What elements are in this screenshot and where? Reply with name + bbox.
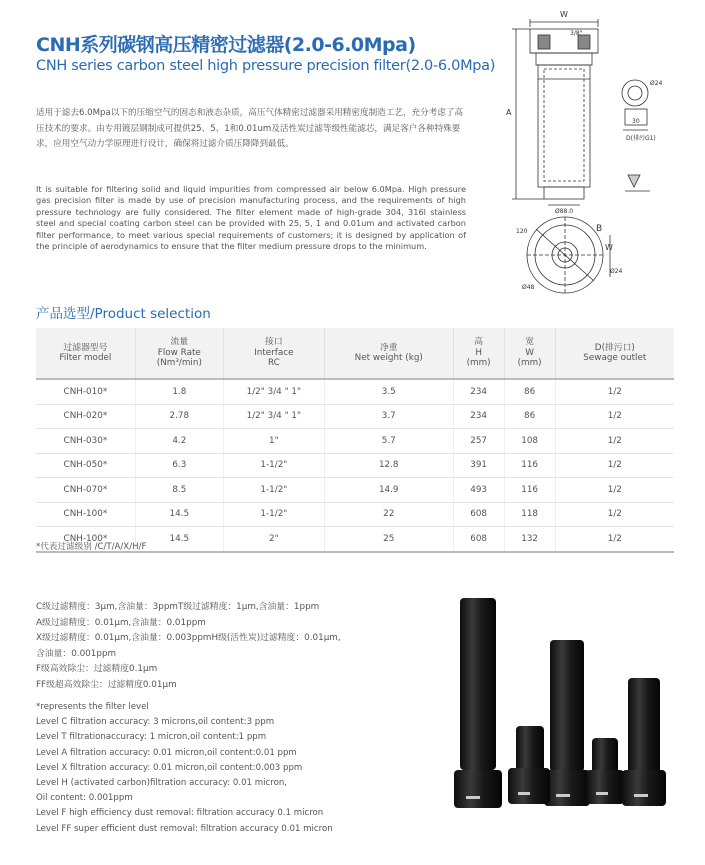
header-height: 高 H (mm) <box>453 328 504 379</box>
table-cell: CNH-050* <box>36 453 135 478</box>
technical-drawing <box>500 5 700 295</box>
level-cn-line: C级过滤精度：3μm,含油量：3ppmT级过滤精度：1μm,含油量：1ppm <box>36 602 320 612</box>
label-d: D(排污G1) <box>626 135 656 142</box>
footnote: *代表过滤级别 /C/T/A/X/H/F <box>36 542 147 552</box>
table-cell: 3.7 <box>324 404 453 429</box>
level-en-line: Level T filtrationaccuracy: 1 micron,oil content:1 ppm <box>36 732 267 743</box>
table-cell: 116 <box>504 478 555 503</box>
label-d24a: Ø24 <box>650 80 663 87</box>
table-row <box>36 478 674 503</box>
level-en-line: Level F high efficiency dust removal: filtration accuracy 0.1 micron <box>36 808 324 819</box>
label-d30: 30 <box>632 118 640 125</box>
table-cell: 1/2 <box>555 478 674 503</box>
table-cell: 391 <box>453 453 504 478</box>
table-cell: 1/2 <box>555 527 674 552</box>
table-cell: 1/2 <box>555 453 674 478</box>
table-cell: CNH-020* <box>36 404 135 429</box>
page-title-en: CNH series carbon steel high pressure precision filter(2.0-6.0Mpa) <box>36 58 496 74</box>
label-a: A <box>506 108 512 117</box>
table-cell: 608 <box>453 527 504 552</box>
table-cell: CNH-100* <box>36 527 135 552</box>
table-cell: 1-1/2" <box>223 453 324 478</box>
header-outlet: D(排污口) Sewage outlet <box>555 328 674 379</box>
table-cell: 1-1/2" <box>223 478 324 503</box>
table-cell: 3.5 <box>324 379 453 404</box>
table-cell: CNH-030* <box>36 429 135 454</box>
level-en-line: Level C filtration accuracy: 3 microns,oil content:3 ppm <box>36 717 275 728</box>
table-row <box>36 379 674 404</box>
level-en-line: Level H (activated carbon)filtration accuracy: 0.01 micron, <box>36 778 288 789</box>
table-row <box>36 404 674 429</box>
filter-cnh-tall <box>454 598 502 808</box>
table-cell: 1.8 <box>135 379 223 404</box>
table-cell: 493 <box>453 478 504 503</box>
table-cell: 1/2 <box>555 502 674 527</box>
table-row <box>36 502 674 527</box>
table-cell: 14.9 <box>324 478 453 503</box>
level-cn-line: X级过滤精度：0.01μm,含油量：0.003ppmH级(活性炭)过滤精度：0.01μm, <box>36 633 341 644</box>
label-w: W <box>560 10 568 19</box>
product-selection-table <box>36 328 674 553</box>
section-title: 产品选型/Product selection <box>36 306 211 322</box>
table-cell: 1/2 <box>555 429 674 454</box>
intro-text-en: It is suitable for filtering solid and liquid impurities from compressed air below 6.0Mpa. High pressure gas precision filter is made by use of precision manufacturing process, and the requirements of high pressure technology are fully considered. The filter element made of high-grade 304, 316l stainless steel and special coating carbon steel can be provided with 25, 5, 1 and 0.01um and activated carbon filter performance, to meet various special requirements of customers; it is designed by application of the principle of aerodynamics to ensure that the filter medium pressure drops to the minimum. <box>36 184 466 252</box>
label-w2: W <box>605 243 613 252</box>
intro-text-cn: 适用于滤去6.0Mpa以下的压缩空气的固态和液态杂质，高压气体精密过滤器采用精密度制造工艺，充分考虑了高压技术的要求。由专用镀层钢制成可提供25、5、1和0.01um及活性炭过滤等级性能滤芯，满足客户各种特殊要求，应用空气动力学原理进行设计，确保将过滤介质压降降到最低。 <box>36 108 464 149</box>
level-cn-line: 含油量：0.001ppm <box>36 648 117 659</box>
table-cell: 118 <box>504 502 555 527</box>
filter-cnh-short <box>508 726 550 804</box>
table-cell: 12.8 <box>324 453 453 478</box>
table-cell: CNH-070* <box>36 478 135 503</box>
level-en-line: *represents the filter level <box>36 702 149 712</box>
table-cell: 1/2 <box>555 404 674 429</box>
table-cell: 116 <box>504 453 555 478</box>
header-width: 宽 W (mm) <box>504 328 555 379</box>
table-cell: 8.5 <box>135 478 223 503</box>
table-cell: 108 <box>504 429 555 454</box>
table-cell: 2.78 <box>135 404 223 429</box>
table-cell: 6.3 <box>135 453 223 478</box>
table-cell: 25 <box>324 527 453 552</box>
level-en-line: Level X filtration accuracy: 0.01 micron,oil content:0.003 ppm <box>36 762 303 773</box>
table-cell: 22 <box>324 502 453 527</box>
table-cell: 1" <box>223 429 324 454</box>
table-cell: 86 <box>504 379 555 404</box>
table-cell: 1-1/2" <box>223 502 324 527</box>
table-cell: 14.5 <box>135 527 223 552</box>
label-d24b: Ø24 <box>610 268 623 275</box>
table-cell: 234 <box>453 379 504 404</box>
table-cell: CNH-010* <box>36 379 135 404</box>
table-cell: 1/2" 3/4 " 1" <box>223 379 324 404</box>
levels-cn <box>36 600 396 694</box>
table-cell: 234 <box>453 404 504 429</box>
header-weight: 净重 Net weight (kg) <box>324 328 453 379</box>
filter-cnh-right <box>622 678 666 806</box>
table-cell: 86 <box>504 404 555 429</box>
table-cell: 5.7 <box>324 429 453 454</box>
product-photo <box>440 588 680 828</box>
label-d48: Ø48 <box>522 284 535 291</box>
level-cn-line: F级高效除尘：过滤精度0.1μm <box>36 664 158 675</box>
table-cell: 2" <box>223 527 324 552</box>
table-cell: 257 <box>453 429 504 454</box>
table-cell: 1/2 <box>555 379 674 404</box>
label-thread: 3/8" <box>570 30 583 37</box>
filter-cnh-medium-tall <box>544 640 590 806</box>
header-flow: 流量 Flow Rate (Nm³/min) <box>135 328 223 379</box>
table-header-row <box>36 328 674 379</box>
table-cell: 132 <box>504 527 555 552</box>
table-cell: 14.5 <box>135 502 223 527</box>
page-title-cn: CNH系列碳钢高压精密过滤器(2.0-6.0Mpa) <box>36 34 416 56</box>
level-en-line: Oil content: 0.001ppm <box>36 793 133 804</box>
header-interface: 接口 Interface RC <box>223 328 324 379</box>
header-model: 过滤器型号 Filter model <box>36 328 135 379</box>
table-cell: 4.2 <box>135 429 223 454</box>
level-en-line: Level A filtration accuracy: 0.01 micron,oil content:0.01 ppm <box>36 747 297 758</box>
label-d120: 120 <box>516 228 528 235</box>
level-cn-line: A级过滤精度：0.01μm,含油量：0.01ppm <box>36 617 206 628</box>
table-cell: 1/2" 3/4 " 1" <box>223 404 324 429</box>
label-d88: Ø88.0 <box>555 208 574 215</box>
table-cell: CNH-100* <box>36 502 135 527</box>
level-en-line: Level FF super efficient dust removal: filtration accuracy 0.01 micron <box>36 823 333 834</box>
table-row <box>36 453 674 478</box>
label-b: B <box>596 224 603 234</box>
filter-cnh-smallest <box>586 738 624 804</box>
table-cell: 608 <box>453 502 504 527</box>
table-row <box>36 429 674 454</box>
level-cn-line: FF级超高效除尘：过滤精度0.01μm <box>36 679 177 690</box>
levels-en <box>36 700 396 837</box>
